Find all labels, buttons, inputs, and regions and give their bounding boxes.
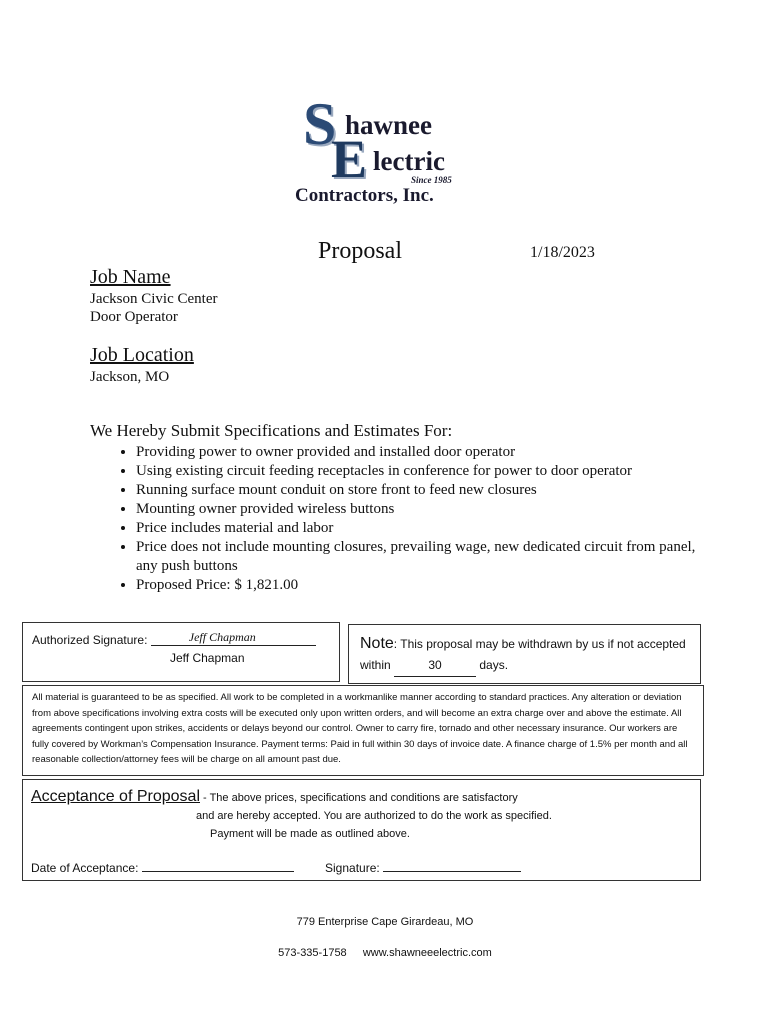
authorized-signature-line xyxy=(151,631,316,646)
spec-item: • Price does not include mounting closures, prevailing wage, new dedicated circuit from panel, any push buttons xyxy=(136,538,696,576)
company-logo xyxy=(295,91,495,210)
spec-item: • Mounting owner provided wireless buttons xyxy=(136,500,696,519)
acceptance-line1: - The above prices, specifications and conditions are satisfactory xyxy=(200,792,518,804)
note-label: Note xyxy=(360,635,394,652)
job-name-label: Job Name xyxy=(90,266,171,288)
acceptance-box xyxy=(22,779,701,881)
note-text: : This proposal may be withdrawn by us if not accepted within xyxy=(360,637,686,672)
note-box xyxy=(348,624,701,684)
specifications-heading: We Hereby Submit Specifications and Estimates For: xyxy=(90,421,453,440)
authorization-box xyxy=(22,622,340,682)
job-location-value: Jackson, MO xyxy=(90,369,170,385)
note-days-suffix: days. xyxy=(479,658,509,672)
footer-address: 779 Enterprise Cape Girardeau, MO xyxy=(296,916,474,928)
footer-phone: 573-335-1758 xyxy=(278,947,347,959)
date-of-acceptance-label: Date of Acceptance: xyxy=(31,861,139,875)
acceptance-line2: and are hereby accepted. You are authorized to do the work as specified. xyxy=(196,810,552,822)
footer-website[interactable]: www.shawneeelectric.com xyxy=(362,947,492,959)
logo-letter-e: E xyxy=(331,129,368,189)
proposal-date: 1/18/2023 xyxy=(530,244,595,261)
acceptance-heading: Acceptance of Proposal xyxy=(31,788,200,805)
spec-item: • Using existing circuit feeding receptacles in conference for power to door operator xyxy=(136,462,696,481)
page-title: Proposal xyxy=(318,238,402,264)
spec-item: • Providing power to owner provided and installed door operator xyxy=(136,443,696,462)
terms-text: All material is guaranteed to be as specified. All work to be completed in a workmanlike manner according to standard practices. Any alteration or deviation from above specifications involving extra costs will be executed only upon written orders, and will become an extra charge over and above the estimate. All agreements contingent upon strikes, accidents or delays beyond our control. Owner to carry fire, tornado and other necessary insurance. Our workers are fully covered by Workman’s Compensation Insurance. Payment terms: Paid in full within 30 days of invoice date. A finance charge of 1.5% per month and all reasonable collection/attorney fees will be charge on all amount past due. xyxy=(32,692,688,765)
spec-item: • Running surface mount conduit on store front to feed new closures xyxy=(136,481,696,500)
specifications-list xyxy=(108,443,696,595)
logo-contractors: Contractors, Inc. xyxy=(295,185,434,206)
authorized-signature-label: Authorized Signature: xyxy=(32,633,148,647)
logo-letter-s: S xyxy=(303,91,337,157)
logo-word-lectric: lectric xyxy=(373,146,445,176)
authorized-signature: Jeff Chapman xyxy=(188,630,256,644)
acceptance-line3: Payment will be made as outlined above. xyxy=(210,828,410,840)
spec-item: • Price includes material and labor xyxy=(136,519,696,538)
date-of-acceptance-field[interactable] xyxy=(142,871,294,872)
note-days: 30 xyxy=(394,655,476,677)
authorized-printed-name: Jeff Chapman xyxy=(170,651,245,665)
footer-contact xyxy=(0,947,770,959)
terms-box xyxy=(22,685,704,776)
logo-word-hawnee: hawnee xyxy=(345,110,432,140)
job-name-line2: Door Operator xyxy=(90,309,178,325)
acceptance-signature-label: Signature: xyxy=(325,861,380,875)
job-name-line1: Jackson Civic Center xyxy=(90,291,218,307)
logo-since: Since 1985 xyxy=(411,175,452,185)
job-location-label: Job Location xyxy=(90,344,194,366)
acceptance-signature-field[interactable] xyxy=(383,871,521,872)
spec-item-price: • Proposed Price: $ 1,821.00 xyxy=(136,576,696,595)
